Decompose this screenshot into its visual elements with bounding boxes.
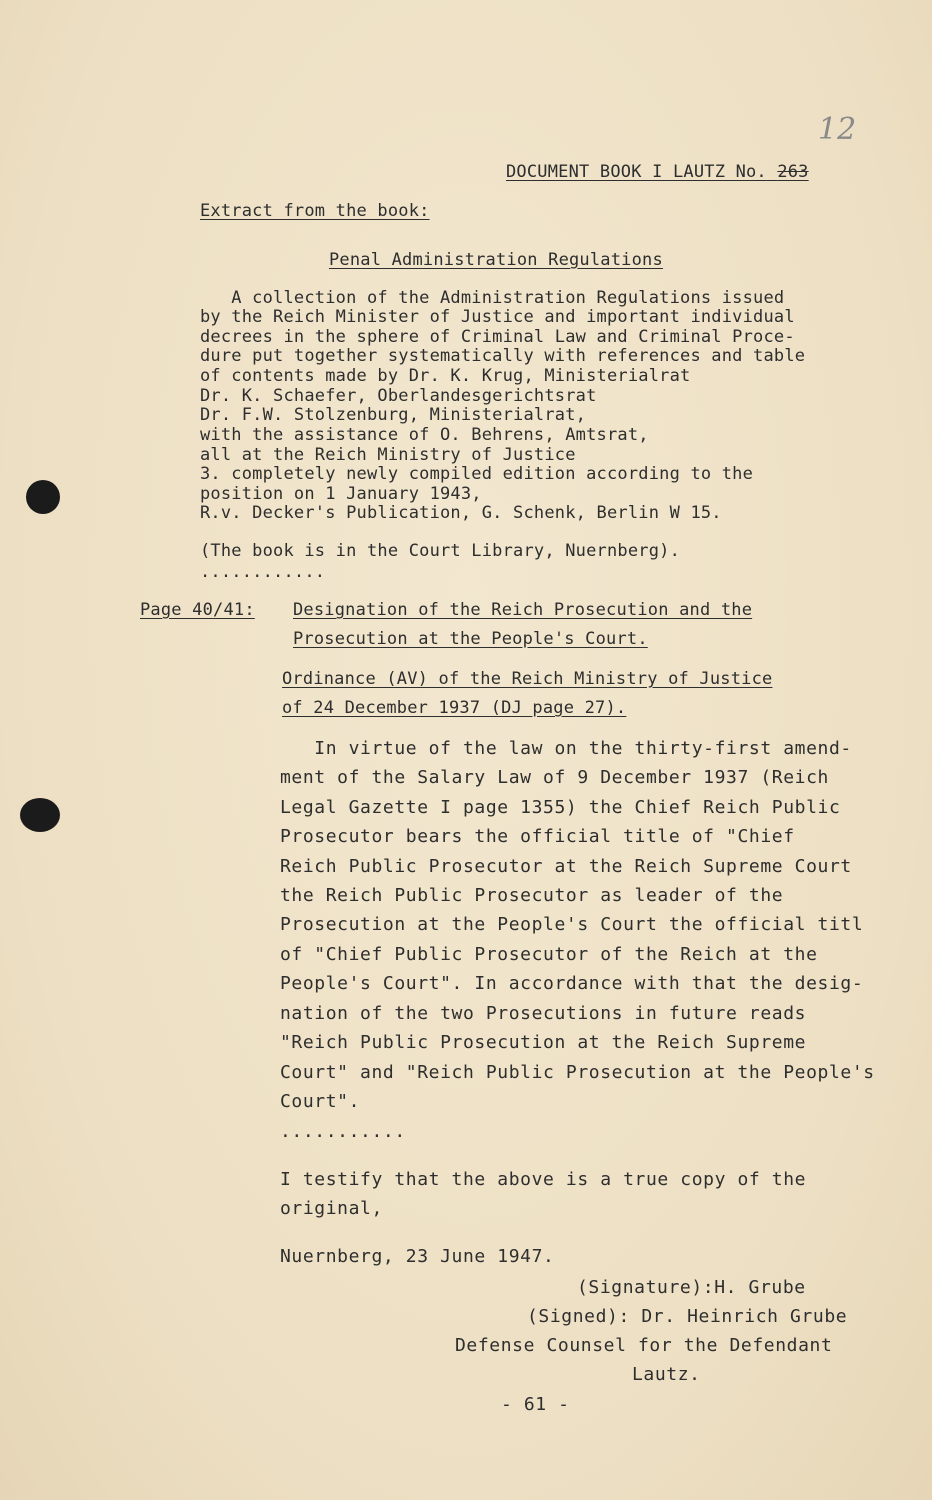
handwritten-page-mark: 12 xyxy=(818,112,857,147)
dot-separator: ............ xyxy=(200,562,326,582)
body-line: Court". xyxy=(280,1091,361,1112)
document-book-number: 263 xyxy=(777,162,809,182)
defense-counsel-line: Defense Counsel for the Defendant xyxy=(455,1335,833,1356)
body-line: ment of the Salary Law of 9 December 1937 (Reich xyxy=(280,767,829,788)
description-line: Dr. K. Schaefer, Oberlandesgerichtsrat xyxy=(200,386,597,406)
document-book-header xyxy=(506,162,809,182)
description-line: position on 1 January 1943, xyxy=(200,484,482,504)
document-book-label: DOCUMENT BOOK I LAUTZ No. xyxy=(506,162,767,182)
body-line: In virtue of the law on the thirty-first amend- xyxy=(280,738,852,759)
body-line: "Reich Public Prosecution at the Reich Supreme xyxy=(280,1032,807,1053)
description-line: Dr. F.W. Stolzenburg, Ministerialrat, xyxy=(200,405,587,425)
description-line: 3. completely newly compiled edition according to the xyxy=(200,464,754,484)
description-line: R.v. Decker's Publication, G. Schenk, Berlin W 15. xyxy=(200,503,722,523)
description-line: A collection of the Administration Regulations issued xyxy=(200,288,785,308)
place-date: Nuernberg, 23 June 1947. xyxy=(280,1246,555,1267)
punch-hole-bottom xyxy=(20,798,60,832)
body-line: Court" and "Reich Public Prosecution at the People's xyxy=(280,1062,875,1083)
signature-line: (Signature):H. Grube xyxy=(577,1277,806,1298)
description-line: dure put together systematically with references and table xyxy=(200,346,806,366)
body-line: of "Chief Public Prosecutor of the Reich at the xyxy=(280,944,818,965)
section-title-line: Designation of the Reich Prosecution and the xyxy=(293,600,753,620)
library-note: (The book is in the Court Library, Nuernberg). xyxy=(200,541,681,561)
body-line: People's Court". In accordance with that the desig- xyxy=(280,973,864,994)
body-line: Prosecutor bears the official title of "Chief xyxy=(280,826,795,847)
page-reference: Page 40/41: xyxy=(140,600,255,620)
certification-line: I testify that the above is a true copy of the xyxy=(280,1169,807,1190)
ordinance-title-line: Ordinance (AV) of the Reich Ministry of Justice xyxy=(282,669,773,689)
description-line: all at the Reich Ministry of Justice xyxy=(200,445,576,465)
defendant-name: Lautz. xyxy=(632,1364,701,1385)
punch-hole-top xyxy=(26,480,60,514)
body-line: Reich Public Prosecutor at the Reich Supreme Court xyxy=(280,856,852,877)
description-line: with the assistance of O. Behrens, Amtsrat, xyxy=(200,425,649,445)
body-line: the Reich Public Prosecutor as leader of the xyxy=(280,885,784,906)
section-title-line: Prosecution at the People's Court. xyxy=(293,629,648,649)
dot-separator: ........... xyxy=(280,1121,406,1142)
ordinance-title-line: of 24 December 1937 (DJ page 27). xyxy=(282,698,627,718)
body-line: Prosecution at the People's Court the official titl xyxy=(280,914,864,935)
description-line: by the Reich Minister of Justice and important individual xyxy=(200,307,795,327)
body-line: Legal Gazette I page 1355) the Chief Reich Public xyxy=(280,797,841,818)
description-line: decrees in the sphere of Criminal Law and Criminal Proce- xyxy=(200,327,795,347)
extract-title: Extract from the book: xyxy=(200,201,430,221)
book-title: Penal Administration Regulations xyxy=(329,250,663,270)
body-line: nation of the two Prosecutions in future reads xyxy=(280,1003,807,1024)
certification-line: original, xyxy=(280,1198,383,1219)
description-line: of contents made by Dr. K. Krug, Ministerialrat xyxy=(200,366,691,386)
signed-line: (Signed): Dr. Heinrich Grube xyxy=(527,1306,848,1327)
page-number: - 61 - xyxy=(501,1394,570,1415)
